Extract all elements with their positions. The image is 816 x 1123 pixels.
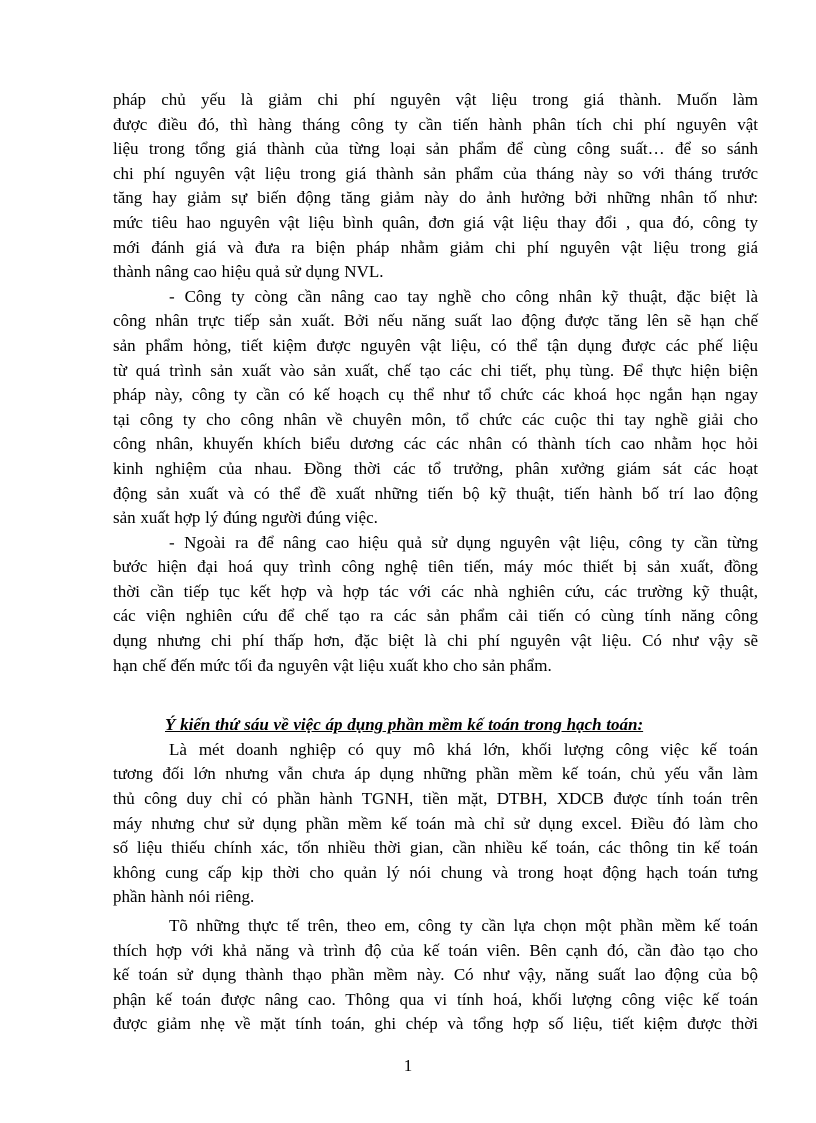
text-line: mới đánh giá và đưa ra biện pháp nhằm giảm chi phí nguyên vật liệu trong giá: [113, 237, 758, 257]
text-line: tương đối lớn nhưng vẫn chưa áp dụng những phần mềm kế toán, chủ yếu vẫn làm: [113, 764, 758, 784]
text-line: không cung cấp kịp thời cho quản lý nói chung và trong hoạt động hạch toán tưng: [113, 862, 758, 882]
text-line: kinh nghiệm của nhau. Đồng thời các tổ trưởng, phân xưởng giám sát các hoạt: [113, 458, 758, 478]
text-line: - Công ty còng cần nâng cao tay nghề cho công nhân kỹ thuật, đặc biệt là: [169, 286, 758, 306]
text-line: sản phẩm hỏng, tiết kiệm được nguyên vật liệu, có thể tận dụng được các phế liệu: [113, 335, 758, 355]
text-line: thời cần tiếp tục kết hợp và hợp tác với các nhà nghiên cứu, các trường kỹ thuật,: [113, 581, 758, 601]
text-line: từ quá trình sản xuất vào sản xuất, chế tạo các chi tiết, phụ tùng. Để thực hiện biện: [113, 360, 758, 380]
text-line: công nhân trực tiếp sản xuất. Bởi nếu năng suất lao động được tăng lên sẽ hạn chế: [113, 311, 758, 331]
text-line: được điều đó, thì hàng tháng công ty cần tiến hành phân tích chi phí nguyên vật: [113, 114, 758, 134]
text-line: công nhân, khuyến khích biểu dương các các nhân có thành tích cao nhằm học hỏi: [113, 434, 758, 454]
text-line: được giảm nhẹ về mặt tính toán, ghi chép và tổng hợp số liệu, tiết kiệm được thời: [113, 1014, 758, 1034]
text-line: kế toán sử dụng thành thạo phần mềm này. Có như vậy, năng suất lao động của bộ: [113, 965, 758, 985]
text-line: tại công ty cho công nhân về chuyên môn, tổ chức các cuộc thi tay nghề giải cho: [113, 409, 758, 429]
paragraph-4: [113, 738, 758, 910]
text-line: phần hành nói riêng.: [113, 887, 255, 907]
paragraph-5: [113, 914, 758, 1037]
text-line: phận kế toán được nâng cao. Thông qua vi tính hoá, khối lượng công việc kế toán: [113, 989, 758, 1009]
text-line: máy nhưng chư sử dụng phần mềm kế toán mà chỉ sử dụng excel. Điều đó làm cho: [113, 813, 758, 833]
text-line: số liệu thiếu chính xác, tốn nhiều thời gian, cần nhiều kế toán, các thông tin kế toán: [113, 838, 758, 858]
section-spacer: [113, 678, 758, 713]
section-heading: Ý kiến thứ sáu về việc áp dụng phần mềm kế toán trong hạch toán:: [165, 715, 644, 735]
text-line: liệu trong tổng giá thành của từng loại sản phẩm để cùng công suất… để so sánh: [113, 139, 758, 159]
paragraph-1: [113, 88, 758, 285]
text-line: Là mét doanh nghiệp có quy mô khá lớn, khối lượng công việc kế toán: [169, 739, 758, 759]
page-number: 1: [403, 1056, 413, 1075]
text-line: các viện nghiên cứu để chế tạo ra các sản phẩm cải tiến có cùng tính năng công: [113, 606, 758, 626]
text-line: pháp này, công ty cần có kế hoạch cụ thể như tổ chức các khoá học ngắn hạn ngay: [113, 385, 758, 405]
text-line: bước hiện đại hoá quy trình công nghệ tiên tiến, máy móc thiết bị sản xuất, đồng: [113, 557, 758, 577]
text-line: pháp chủ yếu là giảm chi phí nguyên vật liệu trong giá thành. Muốn làm: [113, 90, 758, 109]
paragraph-2: [113, 285, 758, 531]
text-line: dụng nhưng chi phí thấp hơn, đặc biệt là chi phí nguyên vật liệu. Có như vậy sẽ: [113, 631, 758, 651]
text-line: động sản xuất và có thể đề xuất những tiến bộ kỹ thuật, tiến hành bố trí lao động: [113, 483, 758, 503]
text-line: thủ công duy chỉ có phần hành TGNH, tiền mặt, DTBH, XDCB được tính toán trên: [113, 789, 758, 809]
text-line: hạn chế đến mức tối đa nguyên vật liệu xuất kho cho sản phẩm.: [113, 655, 552, 675]
text-line: mức tiêu hao nguyên vật liệu bình quân, đơn giá vật liệu thay đổi , qua đó, công ty: [113, 212, 758, 232]
text-line: thành nâng cao hiệu quả sử dụng NVL.: [113, 262, 384, 282]
text-line: sản xuất hợp lý đúng người đúng việc.: [113, 508, 378, 528]
body-text: [113, 88, 758, 1037]
text-line: Tõ những thực tế trên, theo em, công ty cần lựa chọn một phần mềm kế toán: [169, 916, 758, 935]
text-line: tăng hay giảm sự biến động tăng giảm này do ảnh hưởng bởi những nhân tố như:: [113, 188, 758, 208]
text-line: chi phí nguyên vật liệu trong giá thành sản phẩm của tháng này so với tháng trước: [113, 163, 758, 183]
text-line: - Ngoài ra để nâng cao hiệu quả sử dụng nguyên vật liệu, công ty cần từng: [169, 532, 758, 552]
text-line: thích hợp với khả năng và trình độ của kế toán viên. Bên cạnh đó, cần đào tạo cho: [113, 940, 758, 960]
paragraph-3: [113, 531, 758, 679]
